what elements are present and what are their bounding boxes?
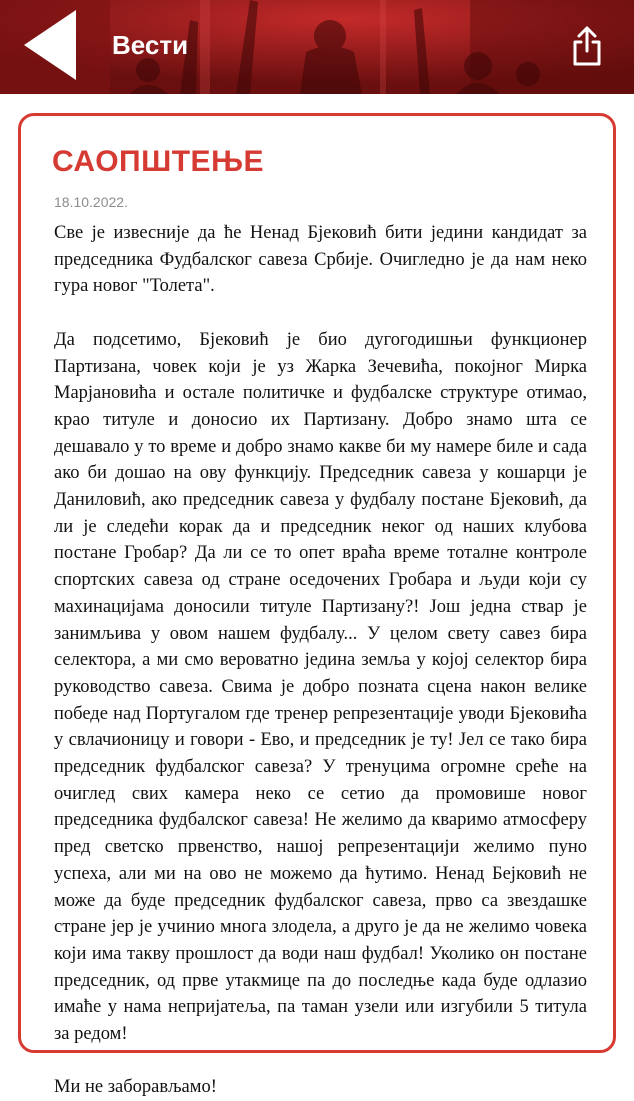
article-paragraph: Ми не заборављамо!	[54, 1077, 217, 1098]
article-title: САОПШТЕЊЕ	[52, 145, 264, 178]
back-button[interactable]	[22, 8, 82, 82]
article-paragraph: Да подсетимо, Бјековић је био дугогодишњи функционер Партизана, човек који је уз Жарка Зечевића, покојног Мирка Марјановића и остале политичке и фудбалске структуре отимао, крао титуле и доносио их Партизану. Добро знамо шта се дешавало у то време и добро знамо какве би му намере биле и сада ако би дошао на ову функцију. Председник савеза у кошарци је Даниловић, ако председник савеза у фудбалу постане Бјековић, да ли је следећи корак да и председник неког од наших клубова постане Гробар? Да ли се то опет враћа време тоталне контроле спортских савеза од стране оседочених Гробара и људи који су махинацијама доносили титуле Партизану?! Још једна ствар је занимљива у овом нашем фудбалу... У целом свету савез бира селектора, а ми смо вероватно једина земља у којој селектор бира руководство савеза. Свима је добро позната сцена након велике победе над Португалом где тренер репрезентације уводи Бјековића у свлачионицу и говори - Ево, и председник је ту! Јел се тако бира председник фудбалског савеза? У тренуцима огромне среће на очиглед свих камера неко се сетио да промовише новог председника фудбалског савеза! Не желимо да кваримо атмосферу пред светско првенство, нашој репрезентацији желимо пуно успеха, али ми на ово не можемо да ћутимо. Ненад Бејковић не може да буде председник фудбалског савеза, прво са звездашке стране јер је учинио многа злодела, а друго је да не желимо човека који има такву прошлост да води наш фудбал! Уколико он постане председник, од прве утакмице па до последње када буде одлазио имаће у нама непријатеља, па таман узели или изгубили 5 титула за редом!	[54, 329, 587, 1045]
article-body	[54, 220, 587, 1101]
article-card	[18, 113, 616, 1098]
article-paragraph: Све је извесније да ће Ненад Бјековић бити једини кандидат за председника Фудбалског савеза Србије. Очигледно је да нам неко гура новог "Толета".	[54, 223, 587, 297]
header-title: Вести	[112, 30, 189, 60]
back-triangle-icon	[24, 10, 76, 80]
article-date: 18.10.2022.	[54, 194, 128, 210]
header-crowd-background	[0, 0, 634, 94]
share-button[interactable]	[568, 24, 606, 68]
app-header	[0, 0, 634, 94]
share-icon	[575, 28, 599, 64]
